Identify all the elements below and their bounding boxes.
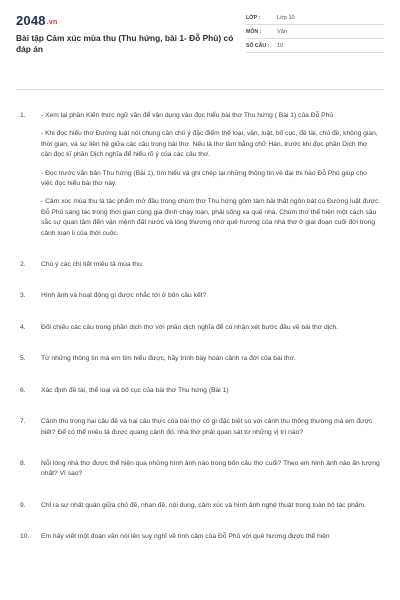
question-text: - Xem lại phần Kiến thức ngữ văn để vận dụng vào đọc hiểu bài thơ Thu hứng ( Bài 1) của Đỗ Phủ (41, 112, 334, 119)
question-item (16, 260, 384, 270)
logo-main: 2048 (16, 13, 46, 28)
meta-key: MÔN : (246, 28, 262, 35)
question-item (16, 417, 384, 438)
question-number: 7. (20, 418, 26, 426)
question-text: Chú ý các chi tiết miêu tả mùa thu. (41, 261, 144, 269)
document-header (16, 0, 384, 65)
question-body (41, 417, 384, 438)
question-text: Xác định đề tài, thể loại và bố cục của bài thơ Thu hứng (Bài 1) (41, 386, 229, 394)
meta-table (246, 11, 384, 65)
question-number: 6. (20, 386, 26, 394)
question-text: Nỗi lòng nhà thơ được thể hiện qua những hình ảnh nào trong bốn câu thơ cuối? Theo em hình ảnh nào ấn tượng nhất? Vì sao? (41, 459, 380, 478)
header-left (16, 13, 241, 65)
meta-value: 10 (277, 42, 284, 49)
question-text: Chỉ ra sự nhất quán giữa chủ đề, nhan đề, nội dung, cảm xúc và hình ảnh nghệ thuật trong toàn bộ tác phẩm. (41, 501, 366, 509)
meta-row-subject (246, 25, 384, 39)
question-body (41, 291, 384, 301)
question-text: - Đọc trước văn bản Thu hứng (Bài 1), tìm hiểu và ghi chép lại những thông tin về đại thi hào Đỗ Phủ giúp cho việc đọc hiểu bài thơ này. (41, 169, 367, 188)
question-body (41, 354, 384, 364)
question-body (41, 323, 384, 333)
question-text: Từ những thông tin mà em tìm hiểu được, hãy trình bày hoàn cảnh ra đời của bài thơ. (41, 355, 296, 363)
question-text: - Cảm xúc mùa thu là tác phẩm mở đầu trong chùm thơ Thu hứng gồm tám bài thất ngôn bát cú Đường luật được Đỗ Phủ sáng tác trong thời gian cùng gia đình chạy loạn, phải sống xa quê nhà. Chùm thơ thể hiện một cách sâu sắc sự quan tâm đến vận mệnh đất nước và lòng thương nhớ quê hương của nhà thơ ở giai đoạn cuối đời trong cảnh loạn li của thời cuộc. (41, 198, 379, 237)
question-number: 10. (20, 533, 30, 541)
question-number: 9. (20, 501, 26, 509)
question-item (16, 459, 384, 480)
question-item (16, 291, 384, 301)
question-item (16, 111, 384, 239)
question-number: 2. (20, 261, 26, 269)
meta-key: LỚP : (246, 14, 261, 21)
question-text: Em hãy viết một đoạn văn nói lên suy nghĩ về tình cảm của Đỗ Phủ với quê hương được thể hiện (41, 533, 330, 541)
question-number: 5. (20, 355, 26, 363)
meta-row-question-count (246, 39, 384, 53)
question-number: 3. (20, 292, 26, 300)
question-text: Hình ảnh và hoạt động gì được nhắc tới ở bốn câu kết? (41, 292, 207, 300)
question-number: 4. (20, 323, 26, 331)
question-text: Đối chiếu các câu trong phần dịch thơ với phần dịch nghĩa để có nhận xét bước đầu về bài thơ dịch. (41, 323, 339, 331)
question-item (16, 386, 384, 396)
question-item (16, 323, 384, 333)
document-title: Bài tập Cảm xúc mùa thu (Thu hứng, bài 1- Đỗ Phủ) có đáp án (16, 33, 234, 54)
meta-row-grade (246, 11, 384, 25)
question-text: Cảnh thu trong hai câu đề và hai câu thực của bài thơ có gì đặc biệt so với cảnh thu thông thường mà em được biết? Để có thể miêu tả được quang cảnh đó, nhà thơ phải quan sát từ những vị trí nào? (41, 418, 373, 436)
question-body (41, 532, 384, 542)
question-item (16, 501, 384, 511)
question-body (41, 386, 384, 396)
question-body (41, 459, 384, 480)
question-item (16, 354, 384, 364)
site-logo[interactable] (16, 13, 241, 31)
question-list (16, 90, 384, 543)
logo-suffix: .vn (46, 19, 58, 26)
question-body (41, 111, 384, 239)
meta-value: Văn (277, 28, 287, 35)
question-item (16, 532, 384, 542)
question-text: - Khi đọc hiểu thơ Đường luật nói chung cần chú ý đặc điểm thể loại, vần, luật, bố cục, đề tài, chủ đề, không gian, thời gian, và sự liên hệ giữa các câu trong bài thơ. Nếu là thơ làm bằng chữ Hán, trước khi đọc phần Dịch thơ cần đọc kĩ phần Dịch nghĩa để hiểu rõ ý của các câu thơ. (41, 130, 378, 159)
question-number: 8. (20, 459, 26, 467)
meta-value: Lớp 10 (277, 14, 295, 21)
meta-key: SỐ CÂU : (246, 42, 270, 49)
question-body (41, 260, 384, 270)
question-body (41, 501, 384, 511)
question-number: 1. (20, 112, 26, 119)
